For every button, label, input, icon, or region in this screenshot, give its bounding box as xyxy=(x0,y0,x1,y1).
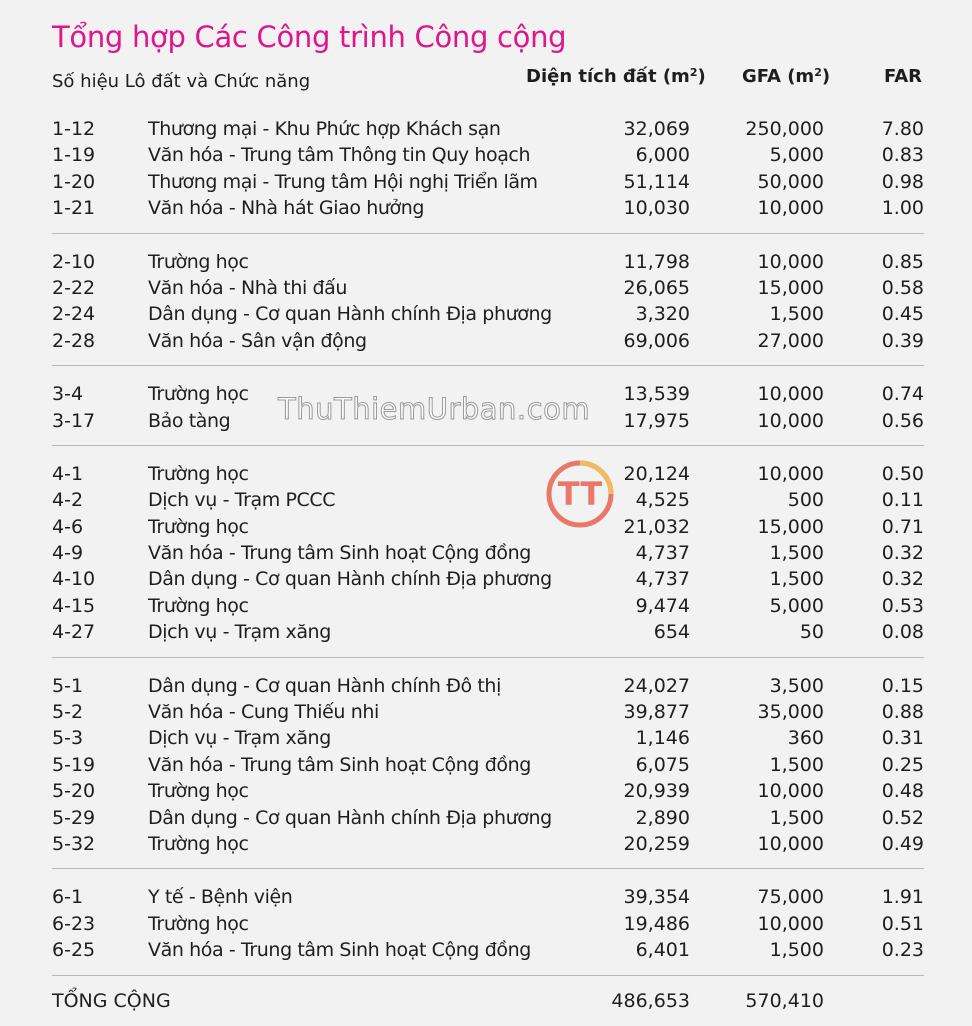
land-area-value: 32,069 xyxy=(623,118,690,140)
far-value: 0.56 xyxy=(881,409,924,432)
plot-function: Dịch vụ - Trạm xăng xyxy=(148,727,331,750)
table-row xyxy=(52,673,924,699)
table-row xyxy=(52,249,924,275)
table-row xyxy=(52,699,924,725)
plot-code: 1-21 xyxy=(52,197,96,220)
gfa-value: 1,500 xyxy=(769,753,824,776)
plot-function: Văn hóa - Cung Thiếu nhi xyxy=(148,701,379,724)
land-area-value: 26,065 xyxy=(623,276,690,299)
plot-code: 5-1 xyxy=(52,674,84,697)
plot-code: 5-29 xyxy=(52,806,96,829)
land-area-value: 6,075 xyxy=(635,753,690,776)
gfa-value: 1,500 xyxy=(769,806,824,829)
land-area-value: 10,030 xyxy=(623,197,690,220)
header-far: FAR xyxy=(884,66,923,87)
land-area-value: 6,000 xyxy=(635,144,690,167)
far-value: 0.23 xyxy=(881,939,924,962)
land-area-value: 17,975 xyxy=(623,409,690,432)
plot-function: Thương mại - Trung tâm Hội nghị Triển lãm xyxy=(148,170,538,193)
plot-function: Văn hóa - Trung tâm Sinh hoạt Cộng đồng xyxy=(148,542,531,565)
gfa-value: 15,000 xyxy=(757,276,824,299)
table-row xyxy=(52,593,924,619)
land-area-value: 13,539 xyxy=(623,383,690,406)
plot-code: 6-23 xyxy=(52,912,96,935)
far-value: 0.08 xyxy=(881,621,924,644)
plot-function: Dịch vụ - Trạm xăng xyxy=(148,621,331,644)
plot-code: 4-6 xyxy=(52,515,84,538)
far-value: 0.83 xyxy=(881,144,924,167)
table-row xyxy=(52,275,924,301)
gfa-value: 10,000 xyxy=(757,250,824,273)
plot-code: 1-12 xyxy=(52,118,96,140)
data-table xyxy=(52,116,924,991)
plot-function: Dân dụng - Cơ quan Hành chính Địa phương xyxy=(148,303,552,326)
land-area-value: 20,259 xyxy=(623,832,690,855)
land-area-value: 20,124 xyxy=(623,462,690,485)
plot-function: Trường học xyxy=(148,594,249,617)
plot-code: 5-19 xyxy=(52,753,96,776)
plot-function: Trường học xyxy=(148,462,249,485)
land-area-value: 39,354 xyxy=(623,886,690,909)
plot-code: 1-20 xyxy=(52,170,96,193)
plot-code: 2-22 xyxy=(52,276,96,299)
far-value: 7.80 xyxy=(881,118,924,140)
plot-code: 4-27 xyxy=(52,621,96,644)
far-value: 1.91 xyxy=(881,886,924,909)
land-area-value: 11,798 xyxy=(623,250,690,273)
table-row xyxy=(52,169,924,195)
plot-code: 4-2 xyxy=(52,489,84,512)
table-row xyxy=(52,725,924,751)
land-area-value: 4,525 xyxy=(635,489,690,512)
table-row xyxy=(52,619,924,645)
gfa-value: 250,000 xyxy=(745,118,824,140)
page-title: Tổng hợp Các Công trình Công cộng xyxy=(52,20,567,54)
land-area-value: 21,032 xyxy=(623,515,690,538)
land-area-value: 51,114 xyxy=(623,170,690,193)
gfa-value: 50 xyxy=(799,621,824,644)
far-value: 0.25 xyxy=(881,753,924,776)
far-value: 0.74 xyxy=(881,383,924,406)
far-value: 0.52 xyxy=(881,806,924,829)
row-group xyxy=(52,461,924,658)
gfa-value: 1,500 xyxy=(769,303,824,326)
plot-function: Dân dụng - Cơ quan Hành chính Địa phương xyxy=(148,568,552,591)
plot-code: 4-9 xyxy=(52,542,84,565)
table-row xyxy=(52,831,924,857)
plot-function: Trường học xyxy=(148,383,249,406)
plot-function: Trường học xyxy=(148,780,249,803)
gfa-value: 5,000 xyxy=(769,144,824,167)
land-area-value: 3,320 xyxy=(635,303,690,326)
plot-function: Trường học xyxy=(148,250,249,273)
gfa-value: 1,500 xyxy=(769,939,824,962)
gfa-value: 1,500 xyxy=(769,542,824,565)
table-row xyxy=(52,540,924,566)
plot-code: 4-10 xyxy=(52,568,96,591)
plot-code: 2-28 xyxy=(52,329,96,352)
gfa-value: 10,000 xyxy=(757,383,824,406)
gfa-value: 15,000 xyxy=(757,515,824,538)
gfa-value: 10,000 xyxy=(757,832,824,855)
gfa-value: 10,000 xyxy=(757,197,824,220)
plot-function: Trường học xyxy=(148,832,249,855)
header-land-area: Diện tích đất $(m^2)$ xyxy=(526,66,706,87)
far-value: 0.32 xyxy=(881,568,924,591)
plot-code: 4-1 xyxy=(52,462,84,485)
table-row xyxy=(52,301,924,327)
far-value: 0.32 xyxy=(881,542,924,565)
total-label: TỔNG CỘNG xyxy=(52,990,171,1012)
plot-function: Dân dụng - Cơ quan Hành chính Đô thị xyxy=(148,674,501,697)
plot-function: Trường học xyxy=(148,912,249,935)
plot-function: Dịch vụ - Trạm PCCC xyxy=(148,489,336,512)
far-value: 0.39 xyxy=(881,329,924,352)
table-row xyxy=(52,195,924,221)
plot-function: Văn hóa - Trung tâm Sinh hoạt Cộng đồng xyxy=(148,753,531,776)
plot-function: Bảo tàng xyxy=(148,409,231,432)
table-row xyxy=(52,514,924,540)
land-area-value: 24,027 xyxy=(623,674,690,697)
plot-code: 1-19 xyxy=(52,144,96,167)
gfa-value: 10,000 xyxy=(757,462,824,485)
far-value: 0.53 xyxy=(881,594,924,617)
plot-code: 5-20 xyxy=(52,780,96,803)
far-value: 0.50 xyxy=(881,462,924,485)
gfa-value: 10,000 xyxy=(757,409,824,432)
plot-code: 3-4 xyxy=(52,383,84,406)
plot-function: Dân dụng - Cơ quan Hành chính Địa phương xyxy=(148,806,552,829)
far-value: 0.88 xyxy=(881,701,924,724)
header-gfa: GFA $(m^2)$ xyxy=(742,66,831,87)
gfa-value: 1,500 xyxy=(769,568,824,591)
plot-function: Y tế - Bệnh viện xyxy=(148,886,293,909)
far-value: 0.85 xyxy=(881,250,924,273)
table-row xyxy=(52,116,924,142)
plot-function: Thương mại - Khu Phức hợp Khách sạn xyxy=(148,118,501,140)
plot-function: Văn hóa - Trung tâm Thông tin Quy hoạch xyxy=(148,144,531,167)
gfa-value: 10,000 xyxy=(757,912,824,935)
land-area-value: 39,877 xyxy=(623,701,690,724)
far-value: 0.15 xyxy=(881,674,924,697)
table-row xyxy=(52,566,924,592)
far-value: 0.45 xyxy=(881,303,924,326)
table-row xyxy=(52,461,924,487)
plot-function: Văn hóa - Sân vận động xyxy=(148,329,367,352)
total-area: 486,653 xyxy=(611,990,690,1012)
gfa-value: 35,000 xyxy=(757,701,824,724)
gfa-value: 360 xyxy=(787,727,824,750)
far-value: 0.71 xyxy=(881,515,924,538)
gfa-value: 3,500 xyxy=(769,674,824,697)
far-value: 0.11 xyxy=(881,489,924,512)
total-gfa: 570,410 xyxy=(745,990,824,1012)
land-area-value: 2,890 xyxy=(635,806,690,829)
tt-logo-icon xyxy=(544,458,616,530)
table-row xyxy=(52,752,924,778)
plot-function: Văn hóa - Nhà hát Giao hưởng xyxy=(148,197,424,220)
row-group xyxy=(52,116,924,234)
gfa-value: 50,000 xyxy=(757,170,824,193)
land-area-value: 4,737 xyxy=(635,568,690,591)
table-row xyxy=(52,805,924,831)
land-area-value: 20,939 xyxy=(623,780,690,803)
plot-code: 2-10 xyxy=(52,250,96,273)
svg-text:TT: TT xyxy=(557,475,603,513)
gfa-value: 27,000 xyxy=(757,329,824,352)
land-area-value: 19,486 xyxy=(623,912,690,935)
far-value: 0.98 xyxy=(881,170,924,193)
gfa-value: 5,000 xyxy=(769,594,824,617)
far-value: 0.49 xyxy=(881,832,924,855)
plot-code: 5-32 xyxy=(52,832,96,855)
watermark-text: ThuThiemUrban.com xyxy=(278,392,591,426)
plot-function: Trường học xyxy=(148,515,249,538)
land-area-value: 654 xyxy=(653,621,690,644)
plot-code: 6-25 xyxy=(52,939,96,962)
header-plot-label: Số hiệu Lô đất và Chức năng xyxy=(52,71,311,92)
gfa-value: 75,000 xyxy=(757,886,824,909)
plot-function: Văn hóa - Trung tâm Sinh hoạt Cộng đồng xyxy=(148,939,531,962)
table-row xyxy=(52,911,924,937)
far-value: 0.58 xyxy=(881,276,924,299)
far-value: 0.31 xyxy=(881,727,924,750)
plot-code: 3-17 xyxy=(52,409,96,432)
land-area-value: 4,737 xyxy=(635,542,690,565)
land-area-value: 1,146 xyxy=(635,727,690,750)
table-row xyxy=(52,884,924,910)
table-row xyxy=(52,487,924,513)
table-row xyxy=(52,142,924,168)
plot-code: 5-2 xyxy=(52,701,84,724)
row-group xyxy=(52,884,924,975)
row-group xyxy=(52,673,924,870)
gfa-value: 10,000 xyxy=(757,780,824,803)
gfa-value: 500 xyxy=(787,489,824,512)
plot-code: 4-15 xyxy=(52,594,96,617)
plot-code: 5-3 xyxy=(52,727,84,750)
total-row xyxy=(52,988,924,1014)
table-row xyxy=(52,328,924,354)
far-value: 1.00 xyxy=(881,197,924,220)
table-row xyxy=(52,937,924,963)
far-value: 0.48 xyxy=(881,780,924,803)
row-group xyxy=(52,249,924,367)
table-row xyxy=(52,778,924,804)
far-value: 0.51 xyxy=(881,912,924,935)
plot-code: 2-24 xyxy=(52,303,96,326)
land-area-value: 69,006 xyxy=(623,329,690,352)
plot-function: Văn hóa - Nhà thi đấu xyxy=(148,276,348,299)
plot-code: 6-1 xyxy=(52,886,84,909)
land-area-value: 9,474 xyxy=(635,594,690,617)
land-area-value: 6,401 xyxy=(635,939,690,962)
